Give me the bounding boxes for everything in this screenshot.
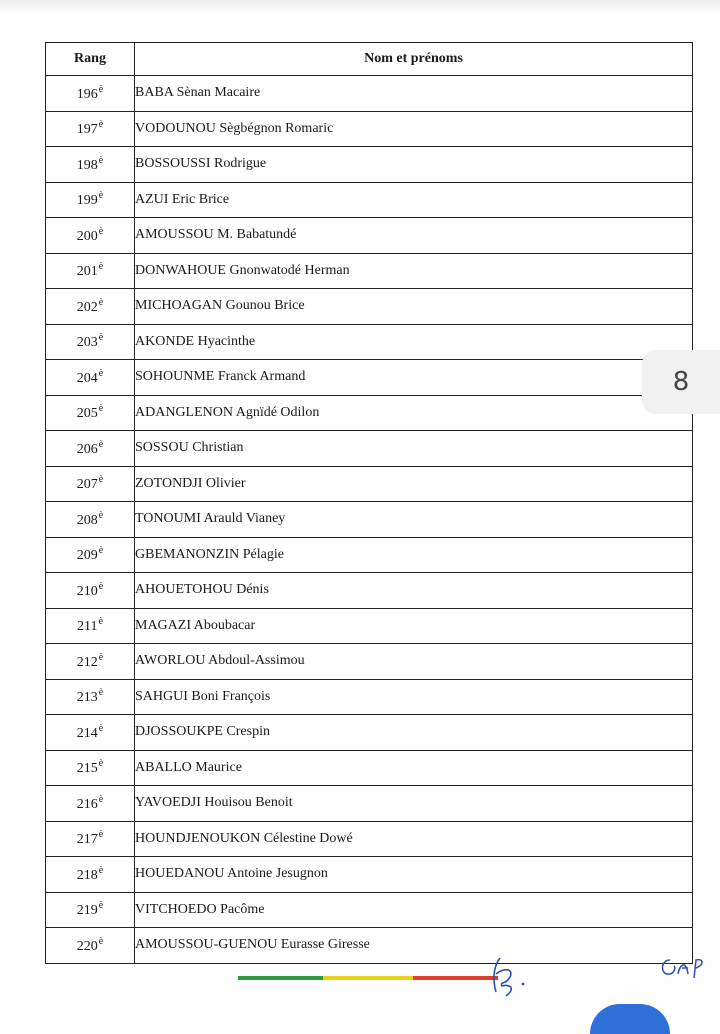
- flag-stripe-yellow: [323, 976, 413, 980]
- table-row: [46, 608, 693, 644]
- name-cell: ZOTONDJI Olivier: [135, 466, 693, 502]
- rank-cell: [46, 715, 135, 751]
- rank-number: 211: [77, 619, 98, 635]
- name-cell: AHOUETOHOU Dénis: [135, 573, 693, 609]
- rank-number: 200: [76, 228, 98, 244]
- rank-suffix: è: [98, 687, 104, 699]
- table-row: [46, 892, 693, 928]
- rank-cell: [46, 147, 135, 183]
- name-cell: GBEMANONZIN Pélagie: [135, 537, 693, 573]
- name-cell: DJOSSOUKPE Crespin: [135, 715, 693, 751]
- rank-cell: [46, 892, 135, 928]
- rank-number: 207: [76, 477, 98, 493]
- rank-number: 206: [76, 441, 98, 457]
- table-header-row: [46, 43, 693, 76]
- rank-cell: [46, 608, 135, 644]
- table-row: [46, 182, 693, 218]
- table-row: [46, 679, 693, 715]
- flag-stripe-green: [238, 976, 323, 980]
- name-cell: VODOUNOU Sègbégnon Romaric: [135, 111, 693, 147]
- table-row: [46, 857, 693, 893]
- rank-cell: [46, 750, 135, 786]
- ranking-table: [45, 42, 693, 964]
- rank-suffix: è: [98, 190, 104, 202]
- table-row: [46, 218, 693, 254]
- rank-suffix: è: [98, 83, 104, 95]
- table-row: [46, 147, 693, 183]
- name-cell: BOSSOUSSI Rodrigue: [135, 147, 693, 183]
- table-body: [46, 76, 693, 964]
- table-row: [46, 537, 693, 573]
- name-cell: AWORLOU Abdoul-Assimou: [135, 644, 693, 680]
- name-cell: MAGAZI Aboubacar: [135, 608, 693, 644]
- handwritten-signature: [656, 952, 712, 986]
- table-row: [46, 111, 693, 147]
- rank-suffix: è: [98, 545, 104, 557]
- rank-number: 214: [76, 725, 98, 741]
- rank-suffix: è: [98, 758, 104, 770]
- rank-number: 209: [76, 548, 98, 564]
- rank-suffix: è: [98, 438, 104, 450]
- name-cell: ABALLO Maurice: [135, 750, 693, 786]
- rank-suffix: è: [98, 864, 104, 876]
- table-row: [46, 395, 693, 431]
- handwritten-initials: [476, 952, 536, 1002]
- rank-cell: [46, 821, 135, 857]
- rank-suffix: è: [98, 474, 104, 486]
- name-cell: YAVOEDJI Houisou Benoit: [135, 786, 693, 822]
- rank-number: 216: [76, 796, 98, 812]
- rank-suffix: è: [98, 509, 104, 521]
- rank-suffix: è: [98, 793, 104, 805]
- rank-cell: [46, 928, 135, 964]
- table-row: [46, 821, 693, 857]
- name-cell: ADANGLENON Agnïdé Odilon: [135, 395, 693, 431]
- name-cell: AZUI Eric Brice: [135, 182, 693, 218]
- rank-suffix: è: [98, 900, 104, 912]
- table-row: [46, 715, 693, 751]
- header-rank: Rang: [46, 43, 135, 76]
- rank-suffix: è: [98, 829, 104, 841]
- rank-cell: [46, 253, 135, 289]
- name-cell: TONOUMI Arauld Vianey: [135, 502, 693, 538]
- rank-number: 198: [76, 157, 98, 173]
- rank-cell: [46, 537, 135, 573]
- rank-number: 219: [76, 903, 98, 919]
- rank-number: 204: [76, 370, 98, 386]
- rank-cell: [46, 857, 135, 893]
- rank-cell: [46, 644, 135, 680]
- rank-number: 202: [76, 299, 98, 315]
- rank-suffix: è: [98, 261, 104, 273]
- rank-cell: [46, 431, 135, 467]
- rank-cell: [46, 289, 135, 325]
- rank-number: 220: [76, 938, 98, 954]
- blue-corner-button[interactable]: [590, 1004, 670, 1034]
- name-cell: VITCHOEDO Pacôme: [135, 892, 693, 928]
- table-row: [46, 928, 693, 964]
- page-edge-shadow: [0, 0, 720, 14]
- table-row: [46, 289, 693, 325]
- name-cell: HOUNDJENOUKON Célestine Dowé: [135, 821, 693, 857]
- table-row: [46, 324, 693, 360]
- rank-suffix: è: [98, 332, 104, 344]
- rank-suffix: è: [98, 722, 104, 734]
- rank-number: 213: [76, 690, 98, 706]
- rank-suffix: è: [98, 367, 104, 379]
- table-row: [46, 360, 693, 396]
- rank-number: 208: [76, 512, 98, 528]
- rank-suffix: è: [98, 225, 104, 237]
- table-row: [46, 750, 693, 786]
- rank-suffix: è: [98, 935, 104, 947]
- name-cell: AKONDE Hyacinthe: [135, 324, 693, 360]
- rank-suffix: è: [98, 119, 104, 131]
- rank-cell: [46, 466, 135, 502]
- rank-number: 205: [76, 406, 98, 422]
- table-row: [46, 573, 693, 609]
- name-cell: SOHOUNME Franck Armand: [135, 360, 693, 396]
- rank-suffix: è: [98, 296, 104, 308]
- rank-number: 199: [76, 193, 98, 209]
- rank-cell: [46, 679, 135, 715]
- name-cell: MICHOAGAN Gounou Brice: [135, 289, 693, 325]
- rank-number: 218: [76, 867, 98, 883]
- rank-cell: [46, 360, 135, 396]
- rank-number: 197: [76, 122, 98, 138]
- rank-number: 215: [76, 761, 98, 777]
- rank-cell: [46, 786, 135, 822]
- table-row: [46, 253, 693, 289]
- name-cell: DONWAHOUE Gnonwatodé Herman: [135, 253, 693, 289]
- rank-cell: [46, 76, 135, 112]
- name-cell: AMOUSSOU M. Babatundé: [135, 218, 693, 254]
- name-cell: SOSSOU Christian: [135, 431, 693, 467]
- table-row: [46, 502, 693, 538]
- rank-number: 212: [76, 654, 98, 670]
- name-cell: HOUEDANOU Antoine Jesugnon: [135, 857, 693, 893]
- rank-suffix: è: [98, 403, 104, 415]
- rank-cell: [46, 218, 135, 254]
- name-cell: AMOUSSOU-GUENOU Eurasse Giresse: [135, 928, 693, 964]
- rank-suffix: è: [98, 154, 104, 166]
- table-row: [46, 431, 693, 467]
- rank-cell: [46, 324, 135, 360]
- page-number-indicator[interactable]: 8: [642, 350, 720, 414]
- rank-cell: [46, 502, 135, 538]
- name-cell: SAHGUI Boni François: [135, 679, 693, 715]
- table-row: [46, 76, 693, 112]
- rank-number: 201: [76, 264, 98, 280]
- rank-suffix: è: [98, 651, 104, 663]
- rank-cell: [46, 573, 135, 609]
- rank-number: 217: [76, 832, 98, 848]
- rank-suffix: è: [98, 580, 104, 592]
- name-cell: BABA Sènan Macaire: [135, 76, 693, 112]
- rank-cell: [46, 395, 135, 431]
- table-row: [46, 786, 693, 822]
- rank-cell: [46, 182, 135, 218]
- rank-number: 203: [76, 335, 98, 351]
- rank-cell: [46, 111, 135, 147]
- rank-number: 196: [76, 86, 98, 102]
- table-row: [46, 644, 693, 680]
- rank-suffix: è: [98, 616, 103, 628]
- header-name: Nom et prénoms: [135, 43, 693, 76]
- rank-number: 210: [76, 583, 98, 599]
- table-row: [46, 466, 693, 502]
